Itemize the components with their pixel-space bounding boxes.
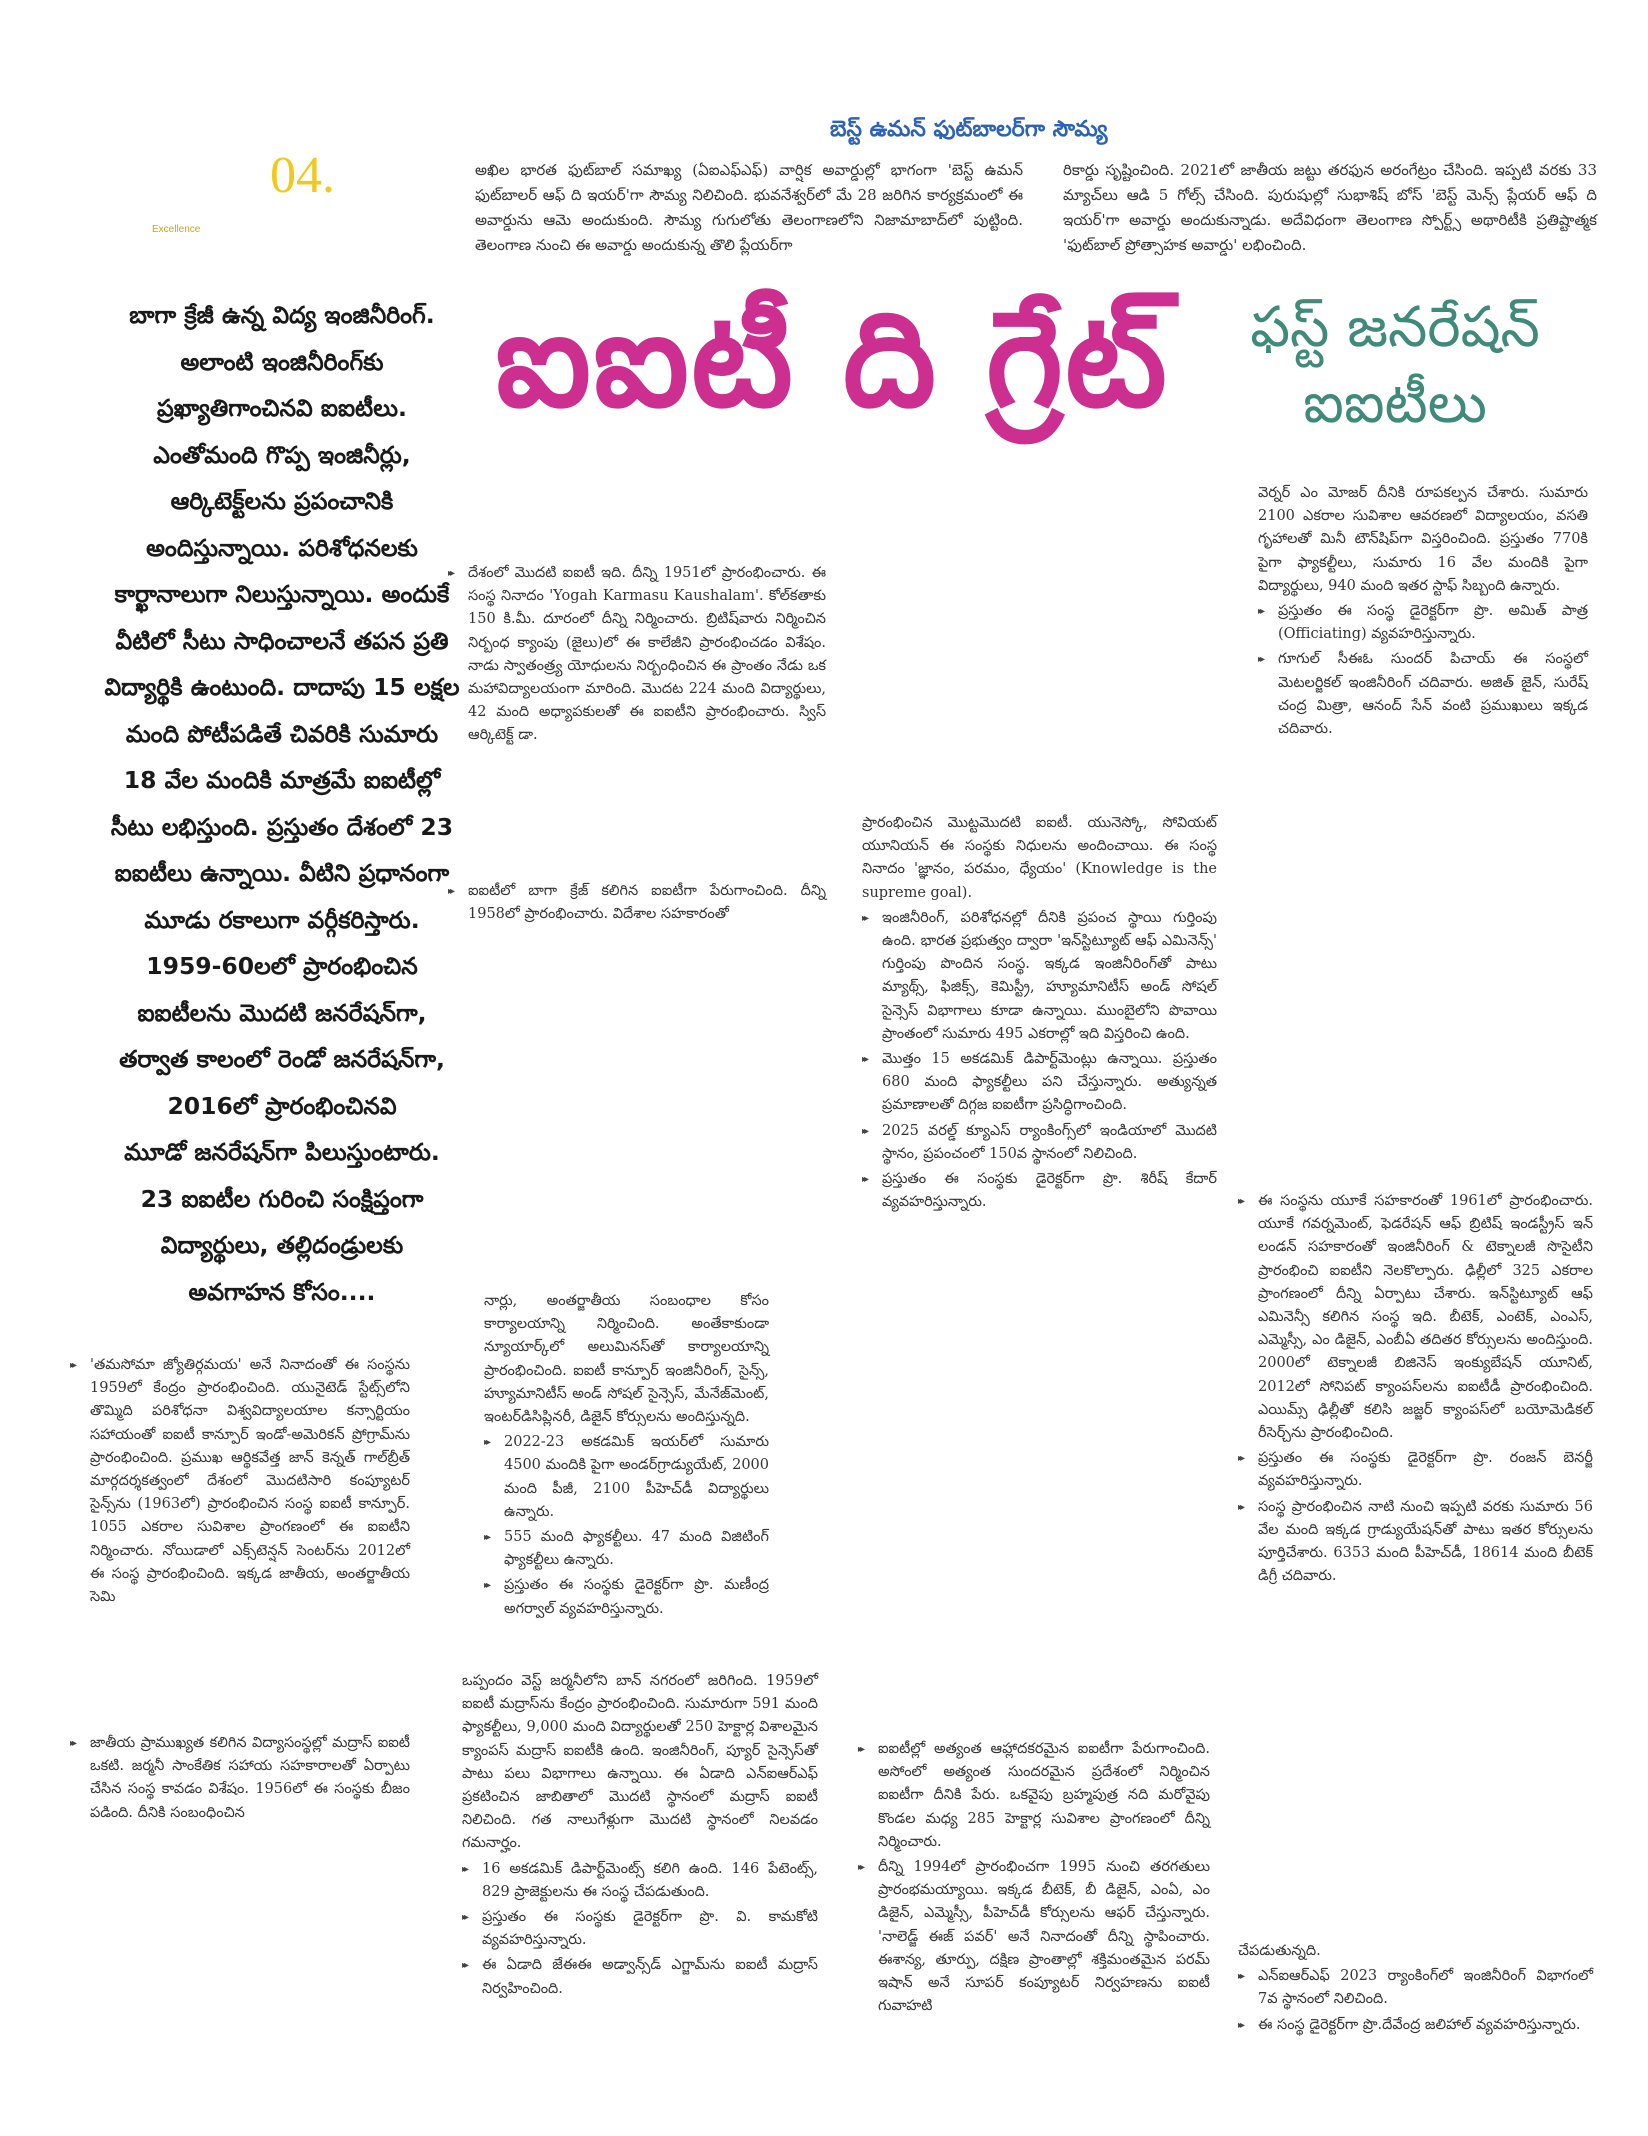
intro-line: 18 వేల మందికి మాత్రమే ఐఐటీల్లో bbox=[123, 766, 441, 794]
intro-line: విద్యార్థులు, తల్లిదండ్రులకు bbox=[160, 1231, 404, 1259]
intro-line: ఐఐటీలను మొదటి జనరేషన్‌గా, bbox=[137, 998, 427, 1027]
bullet-item: ▸▸ ఐఐటీలో బాగా క్రేజ్ కలిగిన ఐఐటీగా పేరుగాంచింది. దీన్ని 1958లో ప్రారంభించారు. విదేశాల సహకారంతో bbox=[448, 880, 826, 926]
article-block bbox=[1238, 1940, 1593, 2039]
sidebar-text-right: రికార్డు సృష్టించింది. 2021లో జాతీయ జట్టు తరఫున అరంగేట్రం చేసింది. ఇప్పటి వరకు 33 మ్యాచ్‌లు ఆడి 5 గోల్స్ చేసింది. పురుషుల్లో సుభాశిష్ బోస్ 'బెస్ట్ మెన్స్ ప్లేయర్ ఆఫ్ ది ఇయర్'గా అవార్డు అందుకున్నాడు. అదేవిధంగా తెలంగాణ స్పోర్ట్స్ అథారిటీకి ప్రతిష్టాత్మక 'ఫుట్‌బాల్ ప్రోత్సాహక అవార్డు' లభించింది. bbox=[1063, 161, 1597, 254]
bullet-item: ▸▸ ఈ సంస్థ డైరెక్టర్‌గా ప్రొ.దేవేంద్ర జలిహాల్ వ్యవహరిస్తున్నారు. bbox=[1238, 2014, 1593, 2037]
intro-line: అలాంటి ఇంజినీరింగ్‌కు bbox=[180, 347, 384, 376]
intro-line: విద్యార్థికి ఉంటుంది. దాదాపు 15 లక్షల bbox=[104, 673, 460, 701]
article-block bbox=[70, 1354, 410, 1611]
intro-line: మంది పోటీపడితే చివరికి సుమారు bbox=[125, 719, 439, 748]
article-block bbox=[858, 1738, 1210, 2020]
bullet-item: ▸▸ ఐఐటీల్లో అత్యంత ఆహ్లాదకరమైన ఐఐటీగా పేరుగాంచింది. అసోంలో అత్యంత సుందరమైన ప్రదేశంలో నిర్మించిన ఐఐటీగా దీనికి పేరు. ఒకవైపు బ్రహ్మపుత్ర నది మరోవైపు కొండల మధ్య 285 హెక్టార్ల సువిశాల ప్రాంగణంలో దీన్ని నిర్మించారు. bbox=[858, 1738, 1210, 1854]
bullet-item: ▸▸ ప్రస్తుతం ఈ సంస్థకు డైరెక్టర్‌గా ప్రొ. రంజన్ బెనర్జీ వ్యవహరిస్తున్నారు. bbox=[1238, 1447, 1593, 1493]
intro-line: 2016లో ప్రారంభించినవి bbox=[167, 1091, 397, 1120]
article-block bbox=[1238, 1190, 1593, 1590]
intro-line: అందిస్తున్నాయి. పరిశోధనలకు bbox=[146, 533, 418, 562]
paragraph: వెర్నర్ ఎం మోజర్ దీనికి రూపకల్పన చేశారు. సుమారు 2100 ఎకరాల సువిశాల ఆవరణలో విద్యాలయం, వసతి గృహాలతో మినీ టౌన్‌షిప్‌గా విస్తరించింది. ప్రస్తుతం 770కి పైగా ఫ్యాకల్టీలు, సుమారు 16 వేల మందికి పైగా విద్యార్థులు, 940 మంది ఇతర స్టాఫ్ సిబ్బంది ఉన్నారు. bbox=[1258, 485, 1588, 594]
intro-line: 1959-60లలో ప్రారంభించిన bbox=[146, 952, 418, 980]
bullet-item: ▸▸ ప్రస్తుతం ఈ సంస్థ డైరెక్టర్‌గా ప్రొ. అమిత్ పాత్ర (Officiating) వ్యవహరిస్తున్నారు. bbox=[1258, 600, 1588, 646]
bullet-item: ▸▸ మొత్తం 15 అకడమిక్ డిపార్ట్‌మెంట్లు ఉన్నాయి. ప్రస్తుతం 680 మంది ఫ్యాకల్టీలు పని చేస్తున్నారు. అత్యున్నత ప్రమాణాలతో దిగ్గజ ఐఐటీగా ప్రసిద్ధిగాంచింది. bbox=[862, 1048, 1217, 1118]
intro-line: సీటు లభిస్తుంది. ప్రస్తుతం దేశంలో 23 bbox=[110, 812, 454, 841]
bullet-item: ▸▸ ఈ ఏడాది జేఈఈ అడ్వాన్స్‌డ్ ఎగ్జామ్‌ను ఐఐటీ మద్రాస్ నిర్వహించింది. bbox=[462, 1954, 818, 2000]
sidebar-text-left: అఖిల భారత ఫుట్‌బాల్ సమాఖ్య (ఏఐఎఫ్ఎఫ్) వార్షిక అవార్డుల్లో భాగంగా 'బెస్ట్ ఉమన్ ఫుట్‌బాలర్ ఆఫ్ ది ఇయర్'గా సౌమ్య నిలిచింది. భువనేశ్వర్‌లో మే 28 జరిగిన కార్యక్రమంలో ఈ అవార్డును ఆమె అందుకుంది. సౌమ్య గుగులోతు తెలంగాణలోని నిజామాబాద్‌లో పుట్టింది. తెలంగాణ నుంచి ఈ అవార్డు అందుకున్న తొలి ప్లేయర్‌గా bbox=[475, 161, 1023, 254]
intro-line: ఎంతోమంది గొప్ప ఇంజినీర్లు, bbox=[153, 440, 411, 469]
bullet-item: ▸▸ ప్రస్తుతం ఈ సంస్థకు డైరెక్టర్‌గా ప్రొ. వి. కామకోటి వ్యవహరిస్తున్నారు. bbox=[462, 1906, 818, 1952]
bullet-item: ▸▸ గూగుల్ సీఈఓ సుందర్ పిచాయ్ ఈ సంస్థలో మెటలర్జికల్ ఇంజినీరింగ్ చదివారు. అజిత్ జైన్, సురేష్ చంద్ర మిత్రా, ఆనంద్ సేన్ వంటి ప్రముఖులు ఇక్కడ చదివారు. bbox=[1258, 648, 1588, 741]
intro-line: మూడో జనరేషన్‌గా పిలుస్తుంటారు. bbox=[124, 1138, 440, 1166]
bullet-item: ▸▸ జాతీయ ప్రాముఖ్యత కలిగిన విద్యాసంస్థల్లో మద్రాస్ ఐఐటీ ఒకటి. జర్మనీ సాంకేతిక సహాయ సహకారాలతో ఏర్పాటు చేసిన సంస్థ కావడం విశేషం. 1956లో ఈ సంస్థకు బీజం పడింది. దీనికి సంబంధించిన bbox=[70, 1732, 410, 1825]
bullet-item: ▸▸ సంస్థ ప్రారంభించిన నాటి నుంచి ఇప్పటి వరకు సుమారు 56 వేల మంది ఇక్కడ గ్రాడ్యుయేషన్‌తో పాటు ఇతర కోర్సులను పూర్తిచేశారు. 6353 మంది పీహెచ్‌డీ, 18614 మంది బీటెక్ డిగ్రీ చదివారు. bbox=[1238, 1496, 1593, 1589]
intro-line: వీటిలో సీటు సాధించాలనే తపన ప్రతి bbox=[115, 626, 449, 655]
intro-line: అవగాహన కోసం.... bbox=[188, 1277, 376, 1306]
bullet-item: ▸▸ ఇంజినీరింగ్, పరిశోధనల్లో దీనికి ప్రపంచ స్థాయి గుర్తింపు ఉంది. భారత ప్రభుత్వం ద్వారా 'ఇన్‌స్టిట్యూట్ ఆఫ్ ఎమినెన్స్' గుర్తింపు పొందిన సంస్థ. ఇక్కడ ఇంజినీరింగ్‌తో పాటు మ్యాథ్స్, ఫిజిక్స్, కెమిస్ట్రీ, హ్యూమానిటీస్ అండ్ సోషల్ సైన్సెస్ విభాగాలు కూడా ఉన్నాయి. ముంబైలోని పొవాయి ప్రాంతంలో సుమారు 495 ఎకరాల్లో ఇది విస్తరించి ఉంది. bbox=[862, 907, 1217, 1046]
article-block bbox=[448, 562, 826, 750]
bullet-item: ▸▸ దీన్ని 1994లో ప్రారంభించగా 1995 నుంచి తరగతులు ప్రారంభమయ్యాయి. ఇక్కడ బీటెక్, బీ డిజైన్, ఎంఏ, ఎం డిజైన్, ఎమ్మెస్సీ, పీహెచ్‌డీ కోర్సులను ఆఫర్ చేస్తున్నారు. 'నాలెడ్జ్ ఈజ్ పవర్' అనే నినాదంతో దీన్ని స్థాపించారు. ఈశాన్య, తూర్పు, దక్షిణ ప్రాంతాల్లో శక్తిమంతమైన పరమ్ ఇషాన్ అనే సూపర్ కంప్యూటర్ నిర్వహణను ఐఐటీ గువాహటి bbox=[858, 1856, 1210, 2018]
intro-line: ప్రఖ్యాతిగాంచినవి ఐఐటీలు. bbox=[157, 394, 407, 422]
bullet-item: ▸▸ 555 మంది ఫ్యాకల్టీలు. 47 మంది విజిటింగ్ ఫ్యాకల్టీలు ఉన్నారు. bbox=[484, 1526, 769, 1572]
intro-line: ఆర్కిటెక్ట్‌లను ప్రపంచానికి bbox=[170, 487, 394, 515]
paragraph: నార్లు, అంతర్జాతీయ సంబంధాల కోసం కార్యాలయాన్ని నిర్మించింది. అంతేకాకుండా న్యూయార్క్‌లో అలుమినస్‌తో కార్యాలయాన్ని ప్రారంభించింది. ఐఐటీ కాన్పూర్ ఇంజినీరింగ్, సైన్స్, హ్యూమానిటీస్ అండ్ సోషల్ సైన్సెస్, మేనేజ్‌మెంట్, ఇంటర్‌డిసిప్లినరీ, డిజైన్ కోర్సులను అందిస్తున్నది. bbox=[484, 1293, 769, 1426]
intro-line: తర్వాత కాలంలో రెండో జనరేషన్‌గా, bbox=[119, 1045, 445, 1073]
bullet-item: ▸▸ ప్రస్తుతం ఈ సంస్థకు డైరెక్టర్‌గా ప్రొ. మణీంద్ర అగర్వాల్ వ్యవహరిస్తున్నారు. bbox=[484, 1574, 769, 1620]
bullet-item: ▸▸ 2022-23 అకడమిక్ ఇయర్‌లో సుమారు 4500 మందికి పైగా అండర్‌గ్రాడ్యుయేట్, 2000 మంది పీజీ, 2100 పీహెచ్‌డీ విద్యార్థులు ఉన్నారు. bbox=[484, 1431, 769, 1524]
article-block bbox=[462, 1670, 818, 2003]
page-number: 04. bbox=[270, 147, 335, 204]
section-title-line: ఐఐటీలు bbox=[1303, 370, 1487, 436]
intro-line: మూడు రకాలుగా వర్గీకరిస్తారు. bbox=[144, 905, 420, 934]
intro-line: 23 ఐఐటీల గురించి సంక్షిప్తంగా bbox=[140, 1184, 424, 1213]
bullet-item: ▸▸ 2025 వరల్డ్ క్యూఎస్ ర్యాంకింగ్స్‌లో ఇండియాలో మొదటి స్థానం, ప్రపంచంలో 150వ స్థానంలో నిలిచింది. bbox=[862, 1120, 1217, 1166]
bullet-item: ▸▸ ఎన్ఐఆర్ఎఫ్ 2023 ర్యాంకింగ్‌లో ఇంజినీరింగ్ విభాగంలో 7వ స్థానంలో నిలిచింది. bbox=[1238, 1965, 1593, 2011]
article-block bbox=[862, 812, 1217, 1216]
intro-line: ఐఐటీలు ఉన్నాయి. వీటిని ప్రధానంగా bbox=[114, 859, 450, 887]
sidebar-heading: బెస్ట్ ఉమన్ ఫుట్‌బాలర్‌గా సౌమ్య bbox=[830, 117, 1108, 142]
bullet-item: ▸▸ ప్రస్తుతం ఈ సంస్థకు డైరెక్టర్‌గా ప్రొ. శిరీష్ కేదార్ వ్యవహరిస్తున్నారు. bbox=[862, 1168, 1217, 1214]
paragraph: చేపడుతున్నది. bbox=[1238, 1943, 1321, 1959]
intro-line: బాగా క్రేజీ ఉన్న విద్య ఇంజినీరింగ్. bbox=[129, 301, 435, 329]
bullet-item: ▸▸ 16 అకడమిక్ డిపార్ట్‌మెంట్స్ కలిగి ఉంది. 146 పేటెంట్స్, 829 ప్రాజెక్టులను ఈ సంస్థ చేపడుతుంది. bbox=[462, 1858, 818, 1904]
article-block bbox=[448, 880, 826, 928]
article-block bbox=[70, 1732, 410, 1827]
section-title bbox=[1225, 290, 1565, 441]
main-title: ఐఐటీ ది గ్రేట్ bbox=[495, 283, 1169, 437]
paragraph: ఒప్పందం వెస్ట్ జర్మనీలోని బాన్ నగరంలో జరిగింది. 1959లో ఐఐటీ మద్రాస్‌ను కేంద్రం ప్రారంభించింది. సుమారుగా 591 మంది ఫ్యాకల్టీలు, 9,000 మంది విద్యార్థులతో 250 హెక్టార్ల విశాలమైన క్యాంపస్ మద్రాస్ ఐఐటీకి ఉంది. ఇంజినీరింగ్, ప్యూర్ సైన్సెస్‌తో పాటు పలు విభాగాలు ఉన్నాయి. ఈ ఏడాది ఎన్ఐఆర్ఎఫ్ ప్రకటించిన జాబితాలో మొదటి స్థానంలో మద్రాస్ ఐఐటీ నిలిచింది. గత నాలుగేళ్లుగా మొదటి స్థానంలో నిలవడం గమనార్హం. bbox=[462, 1673, 818, 1852]
intro-line: కార్ఖానాలుగా నిలుస్తున్నాయి. అందుకే bbox=[114, 580, 450, 608]
section-label: Excellence bbox=[152, 224, 201, 235]
article-block bbox=[1258, 482, 1588, 743]
intro-text bbox=[62, 292, 502, 1315]
paragraph: ప్రారంభించిన మొట్టమొదటి ఐఐటీ. యునెస్కో, సోవియట్ యూనియన్ ఈ సంస్థకు నిధులను అందించాయి. ఈ సంస్థ నినాదం 'జ్ఞానం, పరమం, ధ్యేయం' (Knowledge is the supreme goal). bbox=[862, 815, 1217, 901]
section-title-line: ఫస్ట్ జనరేషన్ bbox=[1250, 295, 1540, 360]
bullet-item: ▸▸ 'తమసోమా జ్యోతిర్గమయ' అనే నినాదంతో ఈ సంస్థను 1959లో కేంద్రం ప్రారంభించింది. యునైటెడ్ స్టేట్స్‌లోని తొమ్మిది పరిశోధనా విశ్వవిద్యాలయాల కన్సార్టియం సహాయంతో ఐఐటీ కాన్పూర్ ఇండో-అమెరికన్ ప్రోగ్రామ్‌ను ప్రారంభించింది. ప్రముఖ ఆర్థికవేత్త జాన్ కెన్నత్ గాల్‌బ్రీత్ మార్గదర్శకత్వంలో దేశంలో మొదటిసారి కంప్యూటర్ సైన్స్‌ను (1963లో) ప్రారంభించిన సంస్థ ఐఐటీ కాన్పూర్. 1055 ఎకరాల సువిశాల ప్రాంగణంలో ఈ ఐఐటీని నిర్మించారు. నోయిడాలో ఎక్స్‌టెన్షన్ సెంటర్‌ను 2012లో ఈ సంస్థ ప్రారంభించింది. ఇక్కడ జాతీయ, అంతర్జాతీయ సెమి bbox=[70, 1354, 410, 1609]
bullet-item: ▸▸ దేశంలో మొదటి ఐఐటీ ఇది. దీన్ని 1951లో ప్రారంభించారు. ఈ సంస్థ నినాదం 'Yogah Karmasu Kaushalam'. కోల్‌కతాకు 150 కి.మీ. దూరంలో దీన్ని నిర్మించారు. బ్రిటిష్‌వారు నిర్మించిన నిర్బంధ క్యాంపు (జైలు)లో ఈ కాలేజీని ప్రారంభించడం విశేషం. నాడు స్వాతంత్ర్య యోధులను నిర్బంధించిన ఈ ప్రాంతం నేడు ఒక మహావిద్యాలయంగా మారింది. మొదట 224 మంది విద్యార్థులు, 42 మంది అధ్యాపకులతో ఈ ఐఐటీని ప్రారంభించారు. స్విస్ ఆర్కిటెక్ట్ డా. bbox=[448, 562, 826, 748]
article-block bbox=[484, 1290, 769, 1623]
bullet-item: ▸▸ ఈ సంస్థను యూకే సహకారంతో 1961లో ప్రారంభించారు. యూకే గవర్నమెంట్, ఫెడరేషన్ ఆఫ్ బ్రిటిష్ ఇండస్ట్రీస్ ఇన్ లండన్ సహకారంతో ఇంజినీరింగ్ & టెక్నాలజీ సొసైటీని ప్రారంభించి ఐఐటీని నెలకొల్పారు. ఢిల్లీలో 325 ఎకరాల ప్రాంగణంలో దీన్ని ఏర్పాటు చేశారు. ఇన్‌స్టిట్యూట్ ఆఫ్ ఎమినెన్సీ కలిగిన సంస్థ ఇది. బీటెక్, ఎంటెక్, ఎంఎస్, ఎమ్మెస్సీ, ఎం డిజైన్, ఎంబీఏ తదితర కోర్సులను అందిస్తుంది. 2000లో టెక్నాలజీ బిజినెస్ ఇంక్యుబేషన్ యూనిట్, 2012లో సోనిపట్ క్యాంపస్‌లను ఐఐటీడీ ప్రారంభించింది. ఎయిమ్స్ ఢిల్లీతో కలిసి జజ్జర్ క్యాంపస్‌లో బయోమెడికల్ రీసెర్చ్‌ను ప్రారంభించింది. bbox=[1238, 1190, 1593, 1445]
